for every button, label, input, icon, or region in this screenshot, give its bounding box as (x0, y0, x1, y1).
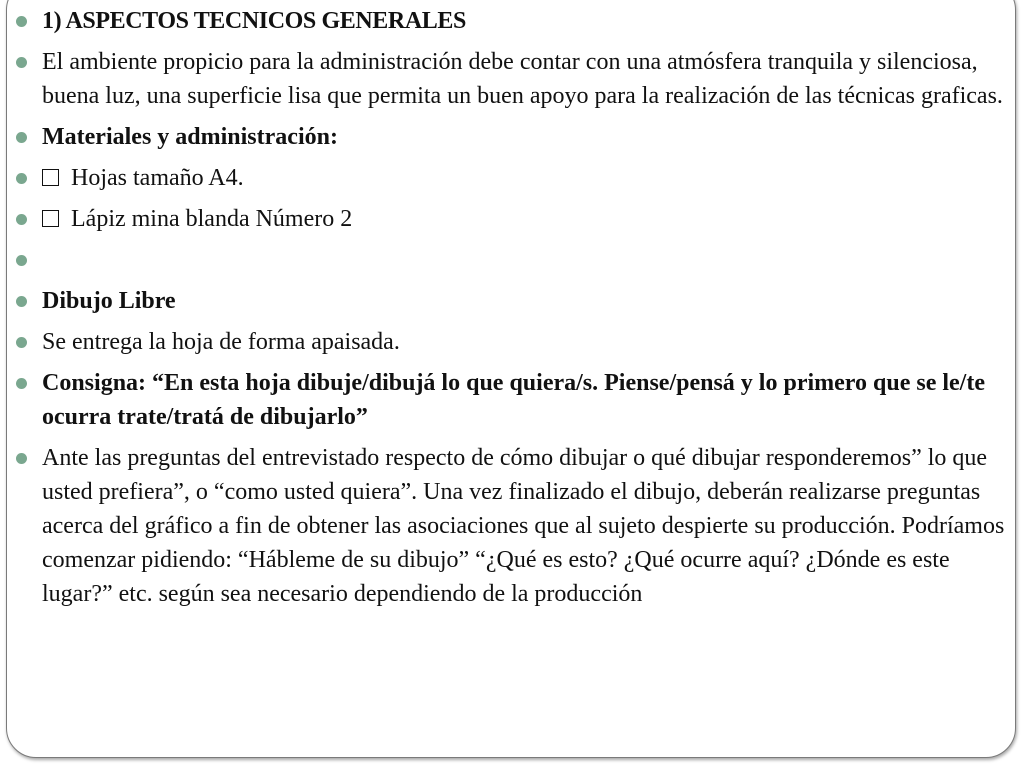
checkbox-square-icon (42, 169, 59, 186)
materiales-heading: Materiales y administración: (42, 124, 338, 150)
bullet-item (14, 366, 1014, 434)
bullet-item (14, 441, 1014, 611)
bullet-item (14, 202, 1014, 236)
ambiente-paragraph: El ambiente propicio para la administración debe contar con una atmósfera tranquila y silenciosa, buena luz, una superficie lisa que permita un buen apoyo para la realización de las técnicas graficas. (42, 49, 1003, 109)
bullet-item (14, 161, 1014, 195)
empty-item (42, 243, 1014, 277)
preguntas-paragraph: Ante las preguntas del entrevistado respecto de cómo dibujar o qué dibujar responderemos” lo que usted prefiera”, o “como usted quiera”. Una vez finalizado el dibujo, deberán realizarse preguntas acerca del gráfico a fin de obtener las asociaciones que al sujeto despierte su producción. Podríamos comenzar pidiendo: “Hábleme de su dibujo” “¿Qué es esto? ¿Qué ocurre aquí? ¿Dónde es este lugar?” etc. según sea necesario dependiendo de la producción (42, 445, 1005, 607)
bullet-item (14, 4, 1014, 38)
dibujo-libre-heading: Dibujo Libre (42, 288, 176, 314)
consigna-paragraph: Consigna: “En esta hoja dibuje/dibujá lo que quiera/s. Piense/pensá y lo primero que se le/te ocurra trate/tratá de dibujarlo” (42, 370, 985, 430)
bullet-dot-icon (16, 132, 27, 143)
hojas-item: Hojas tamaño A4. (71, 165, 244, 191)
bullet-dot-icon (16, 16, 27, 27)
bullet-dot-icon (16, 296, 27, 307)
entrega-item: Se entrega la hoja de forma apaisada. (42, 329, 400, 355)
bullet-list (14, 4, 1014, 618)
bullet-dot-icon (16, 173, 27, 184)
bullet-dot-icon (16, 214, 27, 225)
bullet-item (14, 45, 1014, 113)
bullet-dot-icon (16, 255, 27, 266)
lapiz-item: Lápiz mina blanda Número 2 (71, 206, 353, 232)
bullet-item (14, 120, 1014, 154)
section-heading: 1) ASPECTOS TECNICOS GENERALES (42, 8, 466, 34)
checkbox-square-icon (42, 210, 59, 227)
bullet-item (14, 325, 1014, 359)
bullet-item-empty (14, 243, 1014, 277)
bullet-dot-icon (16, 57, 27, 68)
bullet-dot-icon (16, 337, 27, 348)
bullet-dot-icon (16, 453, 27, 464)
bullet-dot-icon (16, 378, 27, 389)
bullet-item (14, 284, 1014, 318)
